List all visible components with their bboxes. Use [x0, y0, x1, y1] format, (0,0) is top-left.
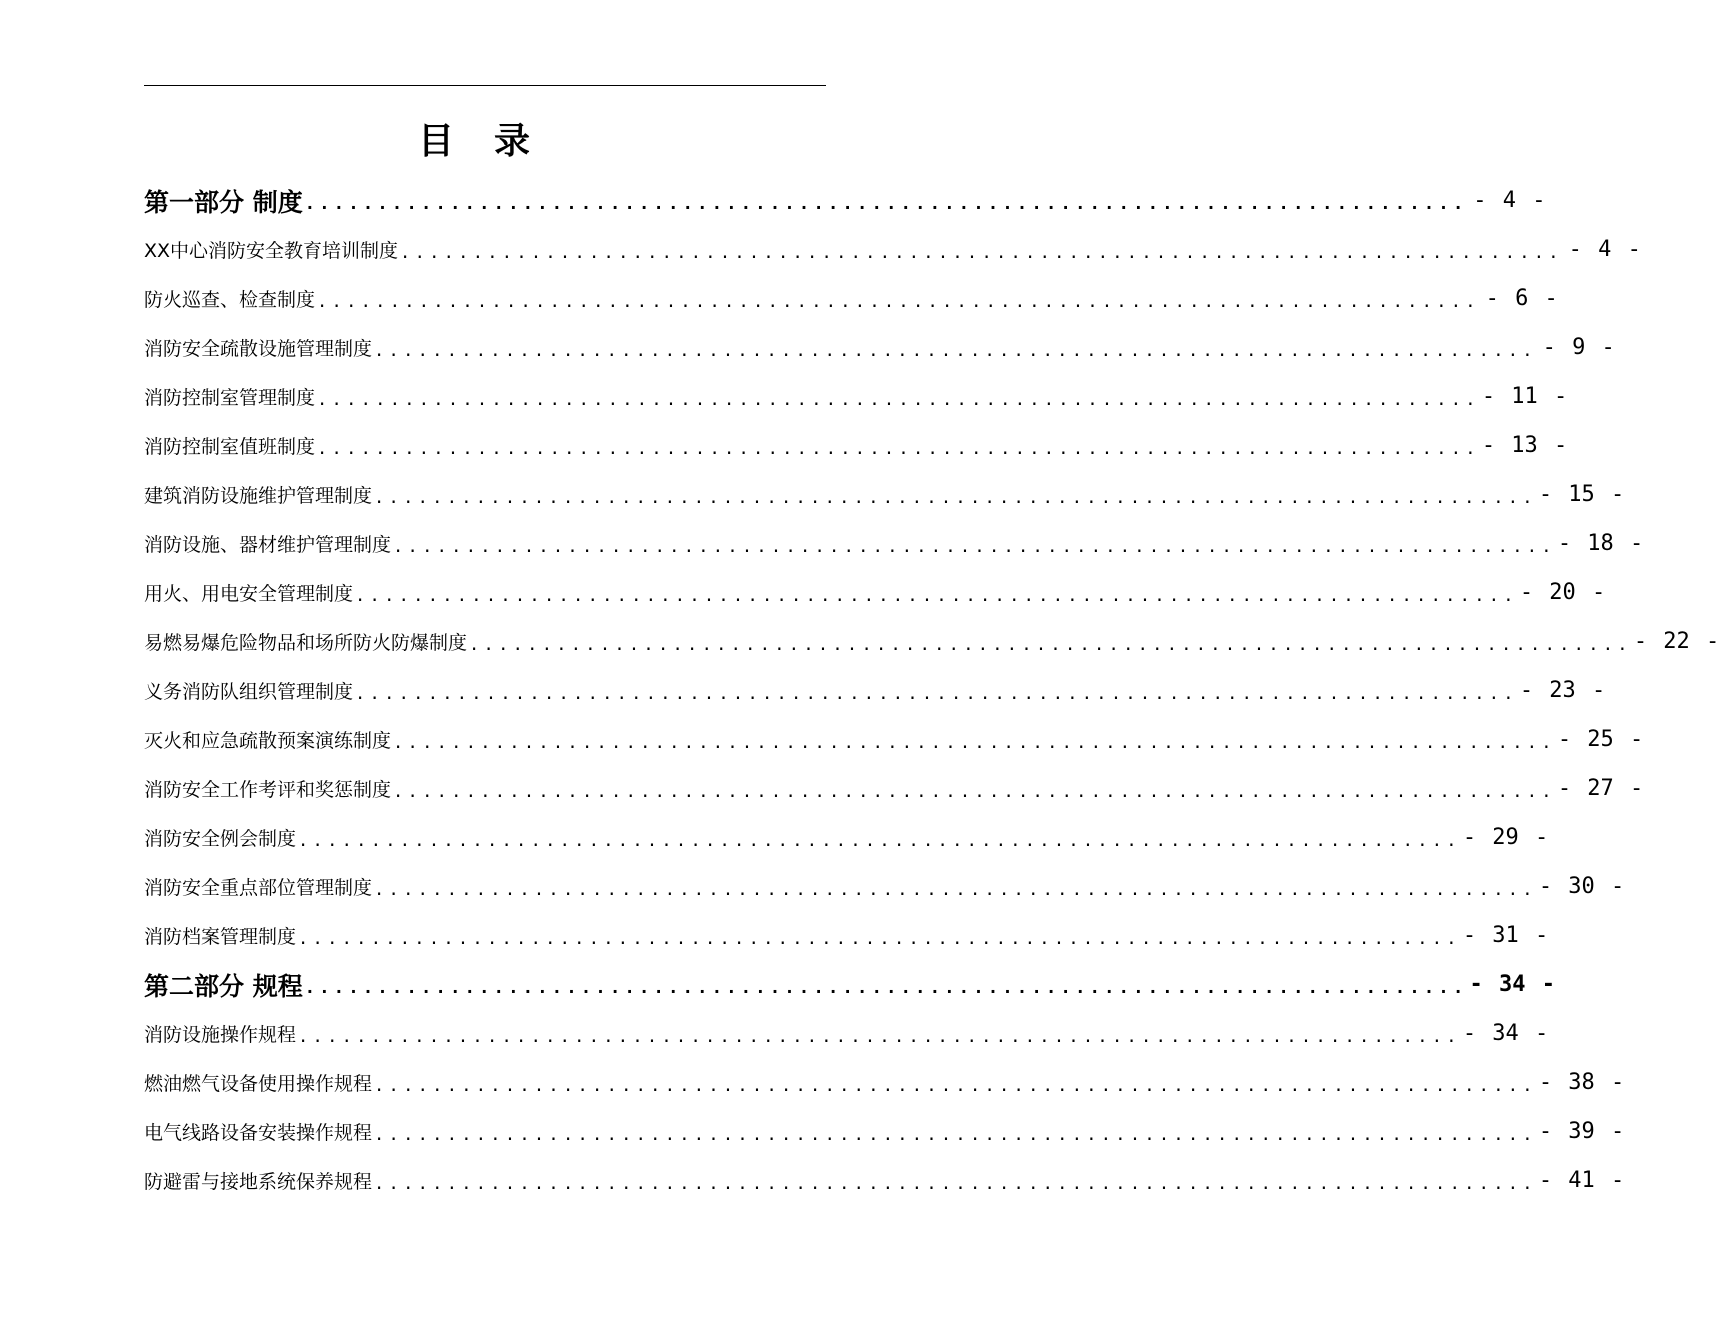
toc-page-number: - 38 - — [1538, 1070, 1625, 1095]
toc-page-number: - 18 - — [1557, 531, 1644, 556]
toc-entry-label: XX中心消防安全教育培训制度 — [144, 240, 399, 262]
toc-entry[interactable] — [144, 372, 1568, 421]
toc-entry[interactable] — [144, 470, 1625, 519]
toc-entry-label: 消防安全疏散设施管理制度 — [144, 338, 373, 360]
toc-page-number: - 4 - — [1568, 237, 1641, 262]
toc-entry-label: 第一部分 制度 — [144, 187, 303, 217]
dot-leader: ................................................................................ — [393, 732, 1556, 753]
toc-page-number: - 9 - — [1542, 335, 1615, 360]
page-title: 目 录 — [417, 121, 532, 162]
dot-leader: ................................................................................ — [298, 928, 1461, 949]
dot-leader: ................................................................................ — [374, 340, 1537, 361]
toc-part-heading[interactable] — [144, 960, 1555, 1009]
toc-page-number: - 25 - — [1557, 727, 1644, 752]
toc-entry[interactable] — [144, 225, 1641, 274]
toc-page-number: - 20 - — [1519, 580, 1606, 605]
toc-entry[interactable] — [144, 911, 1549, 960]
toc-part-heading[interactable] — [144, 176, 1546, 225]
header-rule — [144, 85, 826, 86]
toc-entry[interactable] — [144, 568, 1606, 617]
toc-entry-label: 建筑消防设施维护管理制度 — [144, 485, 373, 507]
toc-entry-label: 消防安全重点部位管理制度 — [144, 877, 373, 899]
toc-page-number: - 23 - — [1519, 678, 1606, 703]
dot-leader: ................................................................................ — [304, 193, 1468, 214]
dot-leader: ................................................................................ — [355, 585, 1518, 606]
toc-entry-label: 消防安全例会制度 — [144, 828, 297, 850]
table-of-contents — [144, 176, 1719, 1205]
dot-leader: ................................................................................ — [355, 683, 1518, 704]
toc-entry[interactable] — [144, 519, 1644, 568]
toc-entry[interactable] — [144, 1107, 1625, 1156]
dot-leader: ................................................................................ — [374, 487, 1537, 508]
dot-leader: ................................................................................ — [298, 830, 1461, 851]
dot-leader: ................................................................................ — [317, 438, 1480, 459]
toc-entry[interactable] — [144, 421, 1568, 470]
dot-leader: ................................................................................ — [400, 242, 1563, 263]
dot-leader: ................................................................................ — [469, 634, 1632, 655]
toc-entry[interactable] — [144, 1009, 1549, 1058]
toc-page-number: - 13 - — [1481, 433, 1568, 458]
toc-entry-label: 防避雷与接地系统保养规程 — [144, 1171, 373, 1193]
dot-leader: ................................................................................ — [298, 1026, 1461, 1047]
toc-page-number: - 15 - — [1538, 482, 1625, 507]
dot-leader: ................................................................................ — [304, 977, 1468, 998]
dot-leader: ................................................................................ — [317, 291, 1480, 312]
toc-entry-label: 消防设施、器材维护管理制度 — [144, 534, 392, 556]
toc-entry-label: 消防控制室值班制度 — [144, 436, 316, 458]
toc-entry[interactable] — [144, 764, 1644, 813]
toc-entry-label: 燃油燃气设备使用操作规程 — [144, 1073, 373, 1095]
toc-entry[interactable] — [144, 323, 1615, 372]
dot-leader: ................................................................................ — [374, 1075, 1537, 1096]
toc-entry-label: 易燃易爆危险物品和场所防火防爆制度 — [144, 632, 468, 654]
toc-page-number: - 11 - — [1481, 384, 1568, 409]
toc-entry[interactable] — [144, 813, 1549, 862]
toc-entry[interactable] — [144, 1156, 1625, 1205]
toc-page-number: - 22 - — [1633, 629, 1719, 654]
toc-entry[interactable] — [144, 274, 1558, 323]
toc-page-number: - 4 - — [1473, 188, 1546, 213]
toc-page-number: - 41 - — [1538, 1168, 1625, 1193]
dot-leader: ................................................................................ — [393, 536, 1556, 557]
toc-entry-label: 义务消防队组织管理制度 — [144, 681, 354, 703]
toc-page-number: - 34 - — [1462, 1021, 1549, 1046]
toc-page-number: - 29 - — [1462, 825, 1549, 850]
toc-entry-label: 防火巡查、检查制度 — [144, 289, 316, 311]
toc-entry-label: 第二部分 规程 — [144, 971, 303, 1001]
toc-page-number: - 39 - — [1538, 1119, 1625, 1144]
dot-leader: ................................................................................ — [393, 781, 1556, 802]
toc-entry[interactable] — [144, 617, 1719, 666]
toc-page-number: - 27 - — [1557, 776, 1644, 801]
toc-page-number: - 6 - — [1485, 286, 1558, 311]
toc-entry-label: 消防控制室管理制度 — [144, 387, 316, 409]
dot-leader: ................................................................................ — [374, 1124, 1537, 1145]
toc-entry[interactable] — [144, 1058, 1625, 1107]
toc-page-number: - 31 - — [1462, 923, 1549, 948]
toc-entry-label: 消防安全工作考评和奖惩制度 — [144, 779, 392, 801]
toc-entry-label: 电气线路设备安装操作规程 — [144, 1122, 373, 1144]
toc-entry-label: 消防设施操作规程 — [144, 1024, 297, 1046]
toc-entry-label: 用火、用电安全管理制度 — [144, 583, 354, 605]
toc-entry-label: 消防档案管理制度 — [144, 926, 297, 948]
toc-page-number: - 30 - — [1538, 874, 1625, 899]
dot-leader: ................................................................................ — [374, 1173, 1537, 1194]
dot-leader: ................................................................................ — [317, 389, 1480, 410]
toc-entry[interactable] — [144, 715, 1644, 764]
toc-entry[interactable] — [144, 862, 1625, 911]
dot-leader: ................................................................................ — [374, 879, 1537, 900]
toc-entry-label: 灭火和应急疏散预案演练制度 — [144, 730, 392, 752]
toc-entry[interactable] — [144, 666, 1606, 715]
toc-page-number: - 34 - — [1469, 972, 1555, 997]
